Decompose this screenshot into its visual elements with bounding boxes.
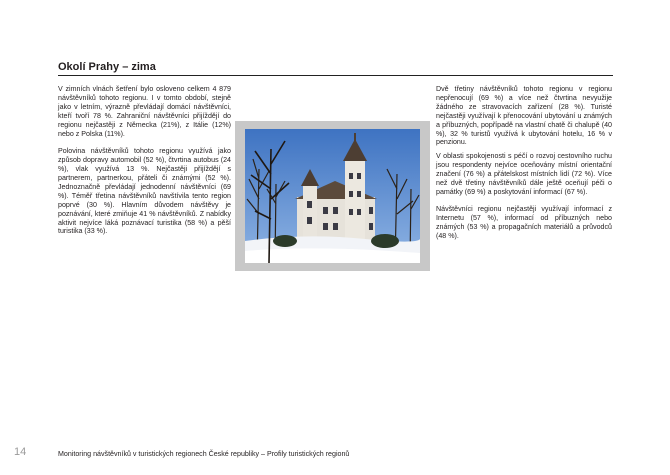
footer-text: Monitoring návštěvníků v turistických regionech České republiky – Profily turistických regionů: [58, 450, 350, 458]
photo-frame: [235, 121, 430, 271]
left-column: [58, 85, 231, 236]
page-footer: [0, 444, 670, 464]
paragraph-information: Návštěvníci regionu nejčastěji využívají informací z Internetu (57 %), informací od příbuzných nebo známých (53 %) a propagačních materiálů a průvodců (48 %).: [436, 205, 612, 241]
section-heading: Okolí Prahy – zima: [58, 61, 156, 73]
paragraph-satisfaction: V oblasti spokojenosti s péčí o rozvoj cestovního ruchu jsou respondenty nejvíce oceňovány místní orientační značení (76 %) a přátelskost místních lidí (72 %). Více než dvě třetiny návštěvníků dále ještě oceňují péči o památky (69 %) a poskytování informací (67 %).: [436, 152, 612, 196]
right-column-bottom: [436, 152, 612, 241]
heading-rule: [58, 75, 613, 76]
paragraph-intro: V zimních vlnách šetření bylo osloveno celkem 4 879 návštěvníků tohoto regionu. I v tomto období, stejně jako v letním, výrazně převládají domácí návštěvníci, kteří tvoří 78 %. Zahraniční návštěvníci přijíždějí do regionu nejčastěji z Německa (21%), z Itálie (12%) nebo z Polska (11%).: [58, 85, 231, 138]
paragraph-accommodation: Dvě třetiny návštěvníků tohoto regionu v regionu nepřenocují (69 %) a více než čtvrtina nevyužije žádného ze stravovacích zařízení (28 %). Turisté nejčastěji využívají k přenocování ubytování u známých a příbuzných, popřípadě na vlastní chatě či chalupě (40 %), 32 % turistů využívá k ubytování hotelu, 16 % v penzionu.: [436, 85, 612, 147]
page-number: 14: [14, 446, 27, 458]
castle-winter-photo: [245, 129, 420, 263]
paragraph-transport: Polovina návštěvníků tohoto regionu využívá jako způsob dopravy automobil (52 %), čtvrtina autobus (24 %), vlak využívá 13 %. Nejčastěji přijíždějí s partnerem, partnerkou, přáteli či známými (52 %). Jednoznačně převládají jednodenní návštěvníci (69 %). Téměř třetina návštěvníků navštívila tento region poprvé (30 %). Hlavním důvodem návštěvy je poznávání, které zmiňuje 41 % návštěvníků. Z nabídky aktivit nejvíce láká poznávací turistika (58 %) a pěší turistika (33 %).: [58, 147, 231, 236]
